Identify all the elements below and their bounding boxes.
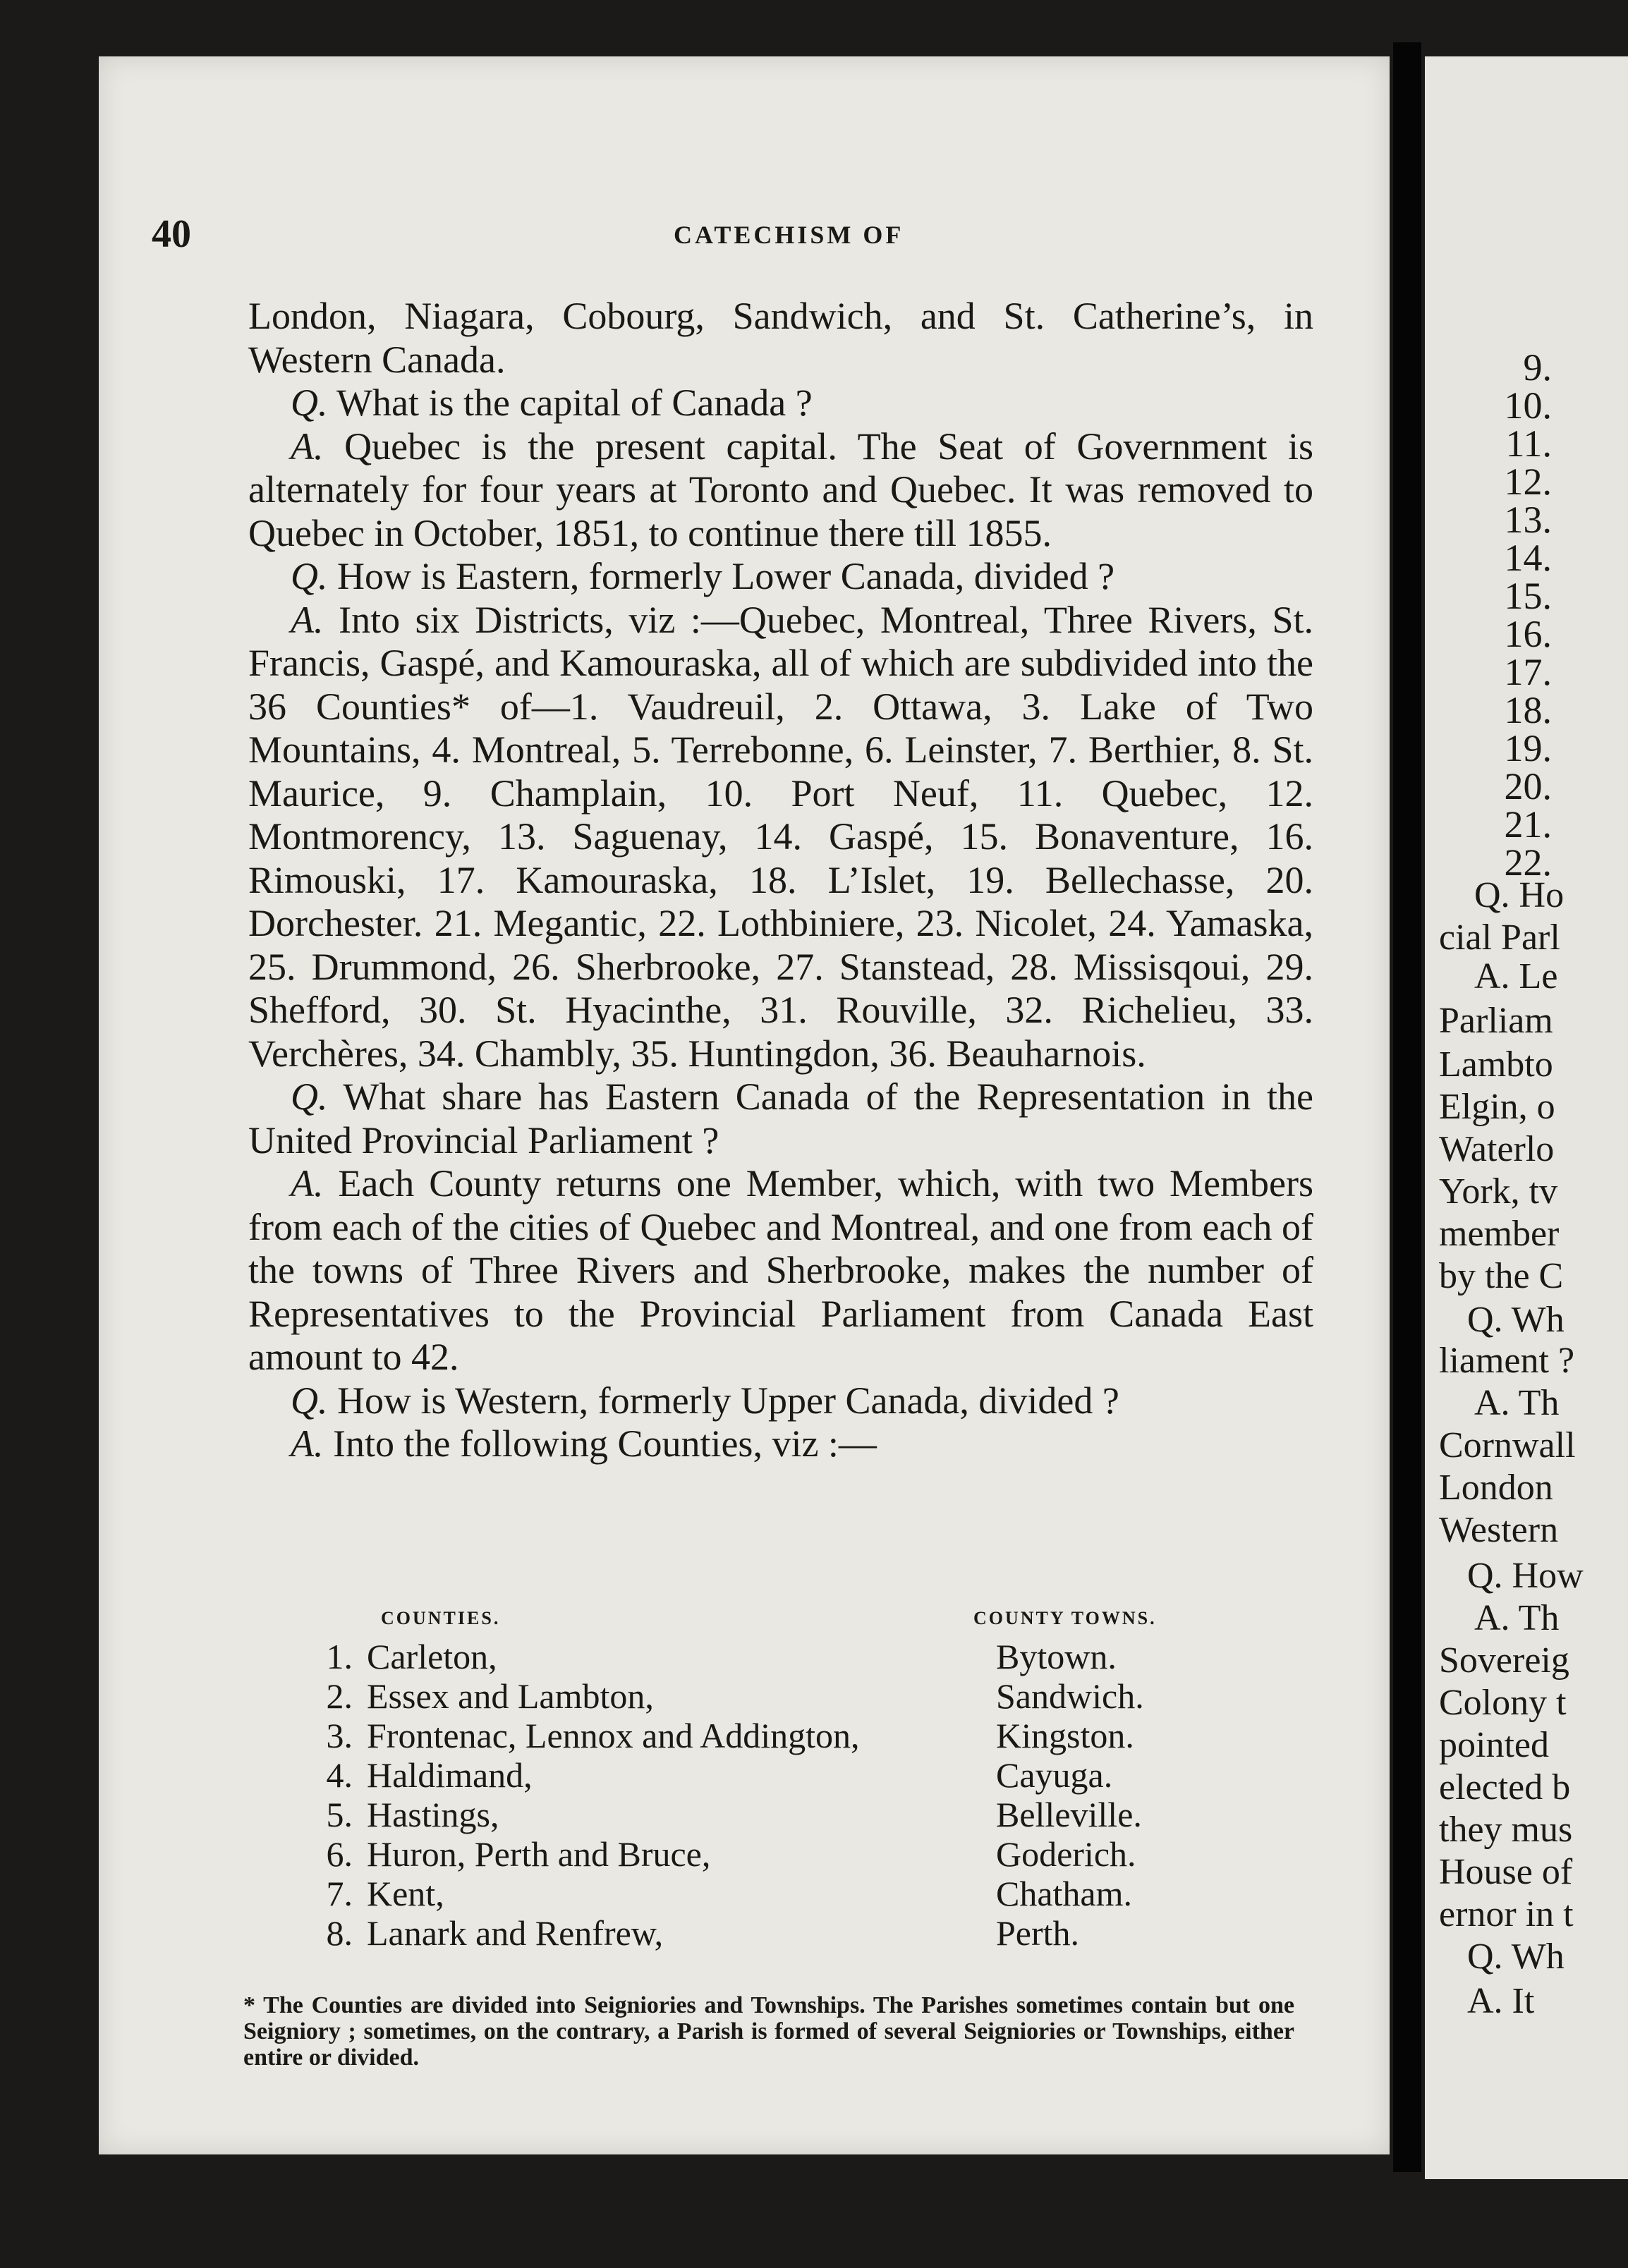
right-page-line-fragment: Elgin, o — [1439, 1087, 1555, 1127]
answer: A. Into six Districts, viz :—Quebec, Montreal, Three Rivers, St. Francis, Gaspé, and Kamouraska, all of which are subdivided into the 36 Counties* of—1. Vaudreuil, 2. Ottawa, 3. Lake of Two Mountains, 4. Montreal, 5. Terrebonne, 6. Leinster, 7. Berthier, 8. St. Maurice, 9. Champlain, 10. Port Neuf, 11. Quebec, 12. Montmorency, 13. Saguenay, 14. Gaspé, 15. Bonaventure, 16. Rimouski, 17. Kamouraska, 18. L’Islet, 19. Bellechasse, 20. Dorchester. 21. Megantic, 22. Lothbiniere, 23. Nicolet, 24. Yamaska, 25. Drummond, 26. Sherbrooke, 27. Stanstead, 28. Missisqoui, 29. Shefford, 30. St. Hyacinthe, 31. Rouville, 32. Richelieu, 33. Verchères, 34. Chambly, 35. Huntingdon, 36. Beauharnois. — [248, 598, 1313, 1075]
right-page-list-number: 18. — [1504, 689, 1552, 731]
right-page-list-number: 21. — [1504, 803, 1552, 846]
table-row: 7. Kent, Chatham. — [326, 1874, 1133, 1913]
table-row: 5. Hastings, Belleville. — [326, 1795, 1142, 1834]
answer: A. Each County returns one Member, which, with two Members from each of the cities of Quebec and Montreal, and one from each of the towns of Three Rivers and Sherbrooke, makes the number of Representatives to the Provincial Parliament from Canada East amount to 42. — [248, 1162, 1313, 1378]
right-page-list-number: 9. — [1523, 346, 1552, 389]
book-gutter — [1393, 42, 1421, 2172]
table-row: 1. Carleton, Bytown. — [326, 1637, 1117, 1676]
right-page-line-fragment: Colony t — [1439, 1683, 1567, 1723]
table-row: 3. Frontenac, Lennox and Addington, Kingston. — [326, 1716, 1134, 1755]
right-page-line-fragment: A. Th — [1474, 1598, 1560, 1638]
right-page-line-fragment: London — [1439, 1468, 1553, 1508]
right-page-line-fragment: Western — [1439, 1510, 1559, 1550]
right-page-line-fragment: by the C — [1439, 1256, 1564, 1296]
right-page-line-fragment: House of — [1439, 1852, 1573, 1892]
right-page-line-fragment: Q. Wh — [1467, 1300, 1565, 1340]
right-page-line-fragment: pointed — [1439, 1725, 1549, 1765]
right-page-list-number: 22. — [1504, 841, 1552, 884]
right-page-line-fragment: Cornwall — [1439, 1425, 1576, 1465]
right-page-line-fragment: cial Parl — [1439, 917, 1560, 958]
right-page-line-fragment: Waterlo — [1439, 1129, 1555, 1169]
answer: A. Into the following Counties, viz :— — [291, 1422, 877, 1465]
table-row: 2. Essex and Lambton, Sandwich. — [326, 1676, 1144, 1716]
running-title: CATECHISM OF — [674, 221, 904, 249]
body-text — [248, 295, 1313, 1466]
table-row: 6. Huron, Perth and Bruce, Goderich. — [326, 1834, 1136, 1874]
footnote: * The Counties are divided into Seigniories and Townships. The Parishes sometimes contain but one Seigniory ; sometimes, on the contrary, a Parish is formed of several Seigniories or Townships, either entire or divided. — [243, 1992, 1294, 2071]
question: Q. What is the capital of Canada ? — [291, 382, 813, 424]
right-page-line-fragment: Q. Wh — [1467, 1937, 1565, 1977]
counties-column-header: COUNTIES. — [381, 1608, 501, 1628]
right-page-line-fragment: they mus — [1439, 1810, 1573, 1850]
right-page-list-number: 13. — [1504, 499, 1552, 541]
answer: A. Quebec is the present capital. The Seat of Government is alternately for four years at Toronto and Quebec. It was removed to Quebec in October, 1851, to continue there till 1855. — [248, 425, 1313, 554]
right-page-list-number: 16. — [1504, 613, 1552, 655]
right-page-line-fragment: Lambto — [1439, 1044, 1553, 1085]
right-page-list-number: 17. — [1504, 651, 1552, 693]
right-page-line-fragment: A. It — [1467, 1981, 1535, 2021]
paragraph: London, Niagara, Cobourg, Sandwich, and St. Catherine’s, in Western Canada. — [248, 295, 1313, 381]
right-page-line-fragment: Q. Ho — [1474, 875, 1565, 915]
question: Q. How is Western, formerly Upper Canada, divided ? — [291, 1379, 1119, 1422]
page-number: 40 — [152, 212, 191, 256]
right-page-line-fragment: A. Th — [1474, 1383, 1560, 1423]
right-page-list-number: 19. — [1504, 727, 1552, 769]
right-page-list-number: 20. — [1504, 765, 1552, 807]
question: Q. What share has Eastern Canada of the Representation in the United Provincial Parliament ? — [248, 1075, 1313, 1162]
right-page-line-fragment: liament ? — [1439, 1341, 1575, 1381]
question: Q. How is Eastern, formerly Lower Canada, divided ? — [291, 555, 1115, 597]
right-page-line-fragment: Sovereig — [1439, 1640, 1569, 1681]
right-page-line-fragment: Parliam — [1439, 1001, 1553, 1041]
right-page-line-fragment: member — [1439, 1214, 1560, 1254]
county-towns-column-header: COUNTY TOWNS. — [973, 1608, 1157, 1628]
right-page-list-number: 15. — [1504, 575, 1552, 617]
right-page-line-fragment: Q. How — [1467, 1556, 1584, 1596]
right-page-list-number: 12. — [1504, 461, 1552, 503]
table-row: 8. Lanark and Renfrew, Perth. — [326, 1913, 1080, 1953]
right-page-line-fragment: York, tv — [1439, 1171, 1558, 1212]
right-page-line-fragment: A. Le — [1474, 956, 1558, 996]
right-page-line-fragment: elected b — [1439, 1767, 1571, 1807]
right-page-list-number: 10. — [1504, 384, 1552, 427]
right-page-text-fragments — [1425, 56, 1628, 2179]
right-page-line-fragment: ernor in t — [1439, 1894, 1574, 1934]
right-page-list-number: 14. — [1504, 537, 1552, 579]
running-head — [152, 212, 1316, 254]
right-page-list-number: 11. — [1505, 422, 1552, 465]
right-book-page — [1425, 56, 1628, 2179]
table-row: 4. Haldimand, Cayuga. — [326, 1755, 1113, 1795]
